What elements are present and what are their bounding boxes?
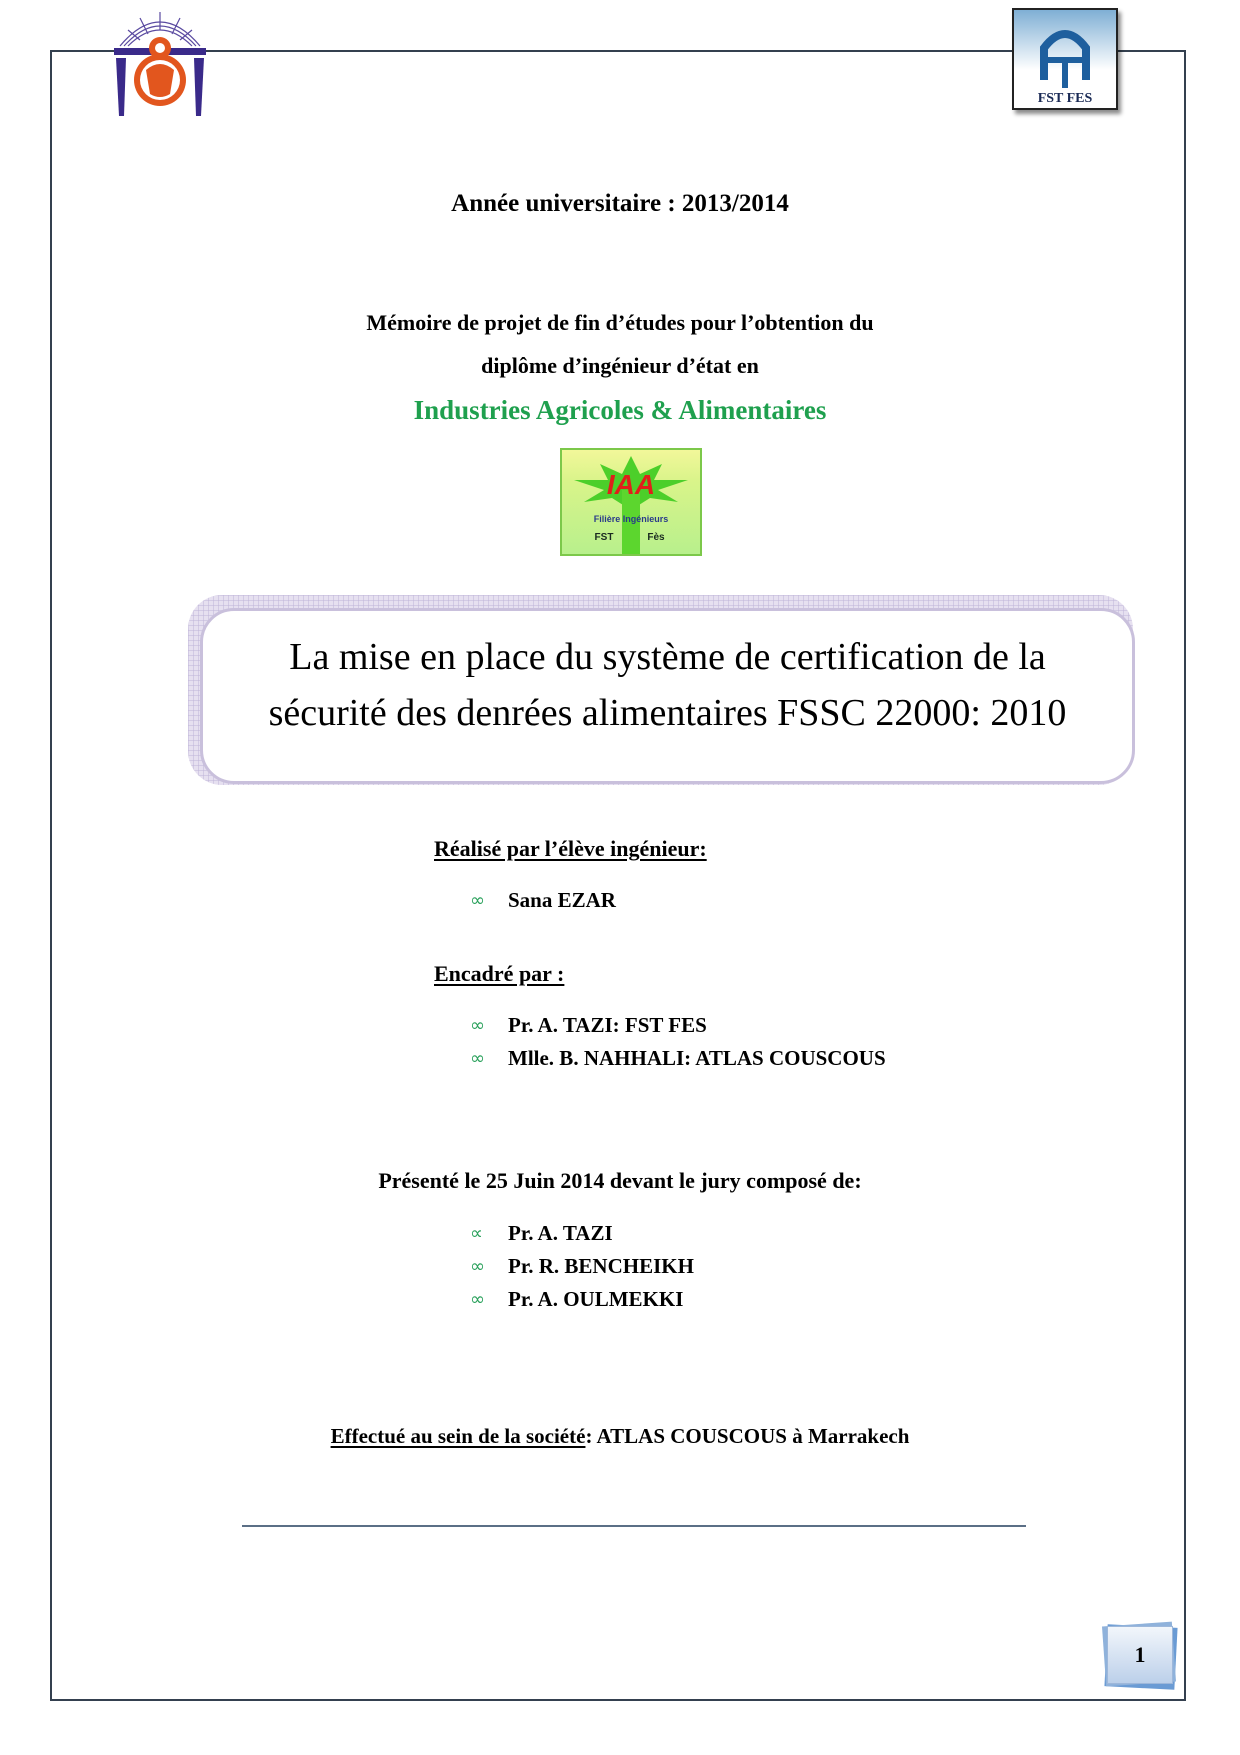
company-line bbox=[0, 1424, 1240, 1449]
infinity-bullet-icon: ∞ bbox=[470, 1256, 485, 1277]
infinity-bullet-icon: ∞ bbox=[470, 890, 485, 911]
list-item bbox=[470, 1254, 694, 1279]
memoire-line-1: Mémoire de projet de fin d’études pour l’obtention du bbox=[366, 310, 874, 335]
company-label: Effectué au sein de la société bbox=[330, 1424, 586, 1448]
company-value: : ATLAS COUSCOUS à Marrakech bbox=[585, 1424, 910, 1448]
list-item bbox=[470, 1221, 613, 1246]
university-emblem-logo bbox=[110, 8, 210, 120]
student-name: Sana EZAR bbox=[508, 888, 616, 912]
list-item bbox=[470, 888, 616, 913]
page-number-badge bbox=[1102, 1620, 1178, 1688]
title-line-1: La mise en place du système de certification de la bbox=[289, 636, 1046, 678]
jury-member: Pr. A. TAZI bbox=[508, 1221, 613, 1245]
title-box bbox=[200, 608, 1135, 784]
footer-divider bbox=[242, 1525, 1026, 1527]
memoire-line-2: diplôme d’ingénieur d’état en bbox=[481, 353, 759, 378]
list-item bbox=[470, 1287, 683, 1312]
iaa-subtitle: Filière Ingénieurs bbox=[593, 514, 669, 524]
infinity-bullet-icon: ∞ bbox=[470, 1048, 485, 1069]
supervisor-name: Pr. A. TAZI: FST FES bbox=[508, 1013, 707, 1037]
list-item bbox=[470, 1046, 886, 1071]
jury-member: Pr. R. BENCHEIKH bbox=[508, 1254, 694, 1278]
fst-fes-caption: FST FES bbox=[1037, 91, 1093, 106]
iaa-logo bbox=[560, 448, 702, 556]
encadre-heading: Encadré par : bbox=[434, 961, 565, 986]
supervisor-name: Mlle. B. NAHHALI: ATLAS COUSCOUS bbox=[508, 1046, 886, 1070]
infinity-bullet-icon: ∞ bbox=[470, 1015, 485, 1036]
title-line-2: sécurité des denrées alimentaires FSSC 22000: 2010 bbox=[268, 692, 1067, 734]
realise-heading: Réalisé par l’élève ingénieur: bbox=[434, 836, 707, 861]
jury-member: Pr. A. OULMEKKI bbox=[508, 1287, 684, 1311]
list-item bbox=[470, 1013, 707, 1038]
iaa-right-label: Fès bbox=[647, 532, 665, 543]
fst-fes-logo bbox=[1012, 8, 1118, 110]
iaa-acronym: IAA bbox=[606, 469, 656, 500]
proportional-bullet-icon: ∝ bbox=[470, 1223, 483, 1244]
page-number: 1 bbox=[1107, 1626, 1173, 1684]
iaa-left-label: FST bbox=[594, 532, 614, 543]
field-of-study: Industries Agricoles & Alimentaires bbox=[413, 395, 827, 425]
jury-heading: Présenté le 25 Juin 2014 devant le jury composé de: bbox=[378, 1168, 862, 1193]
page-border bbox=[50, 50, 1186, 1701]
infinity-bullet-icon: ∞ bbox=[470, 1289, 485, 1310]
academic-year: Année universitaire : 2013/2014 bbox=[451, 190, 789, 217]
